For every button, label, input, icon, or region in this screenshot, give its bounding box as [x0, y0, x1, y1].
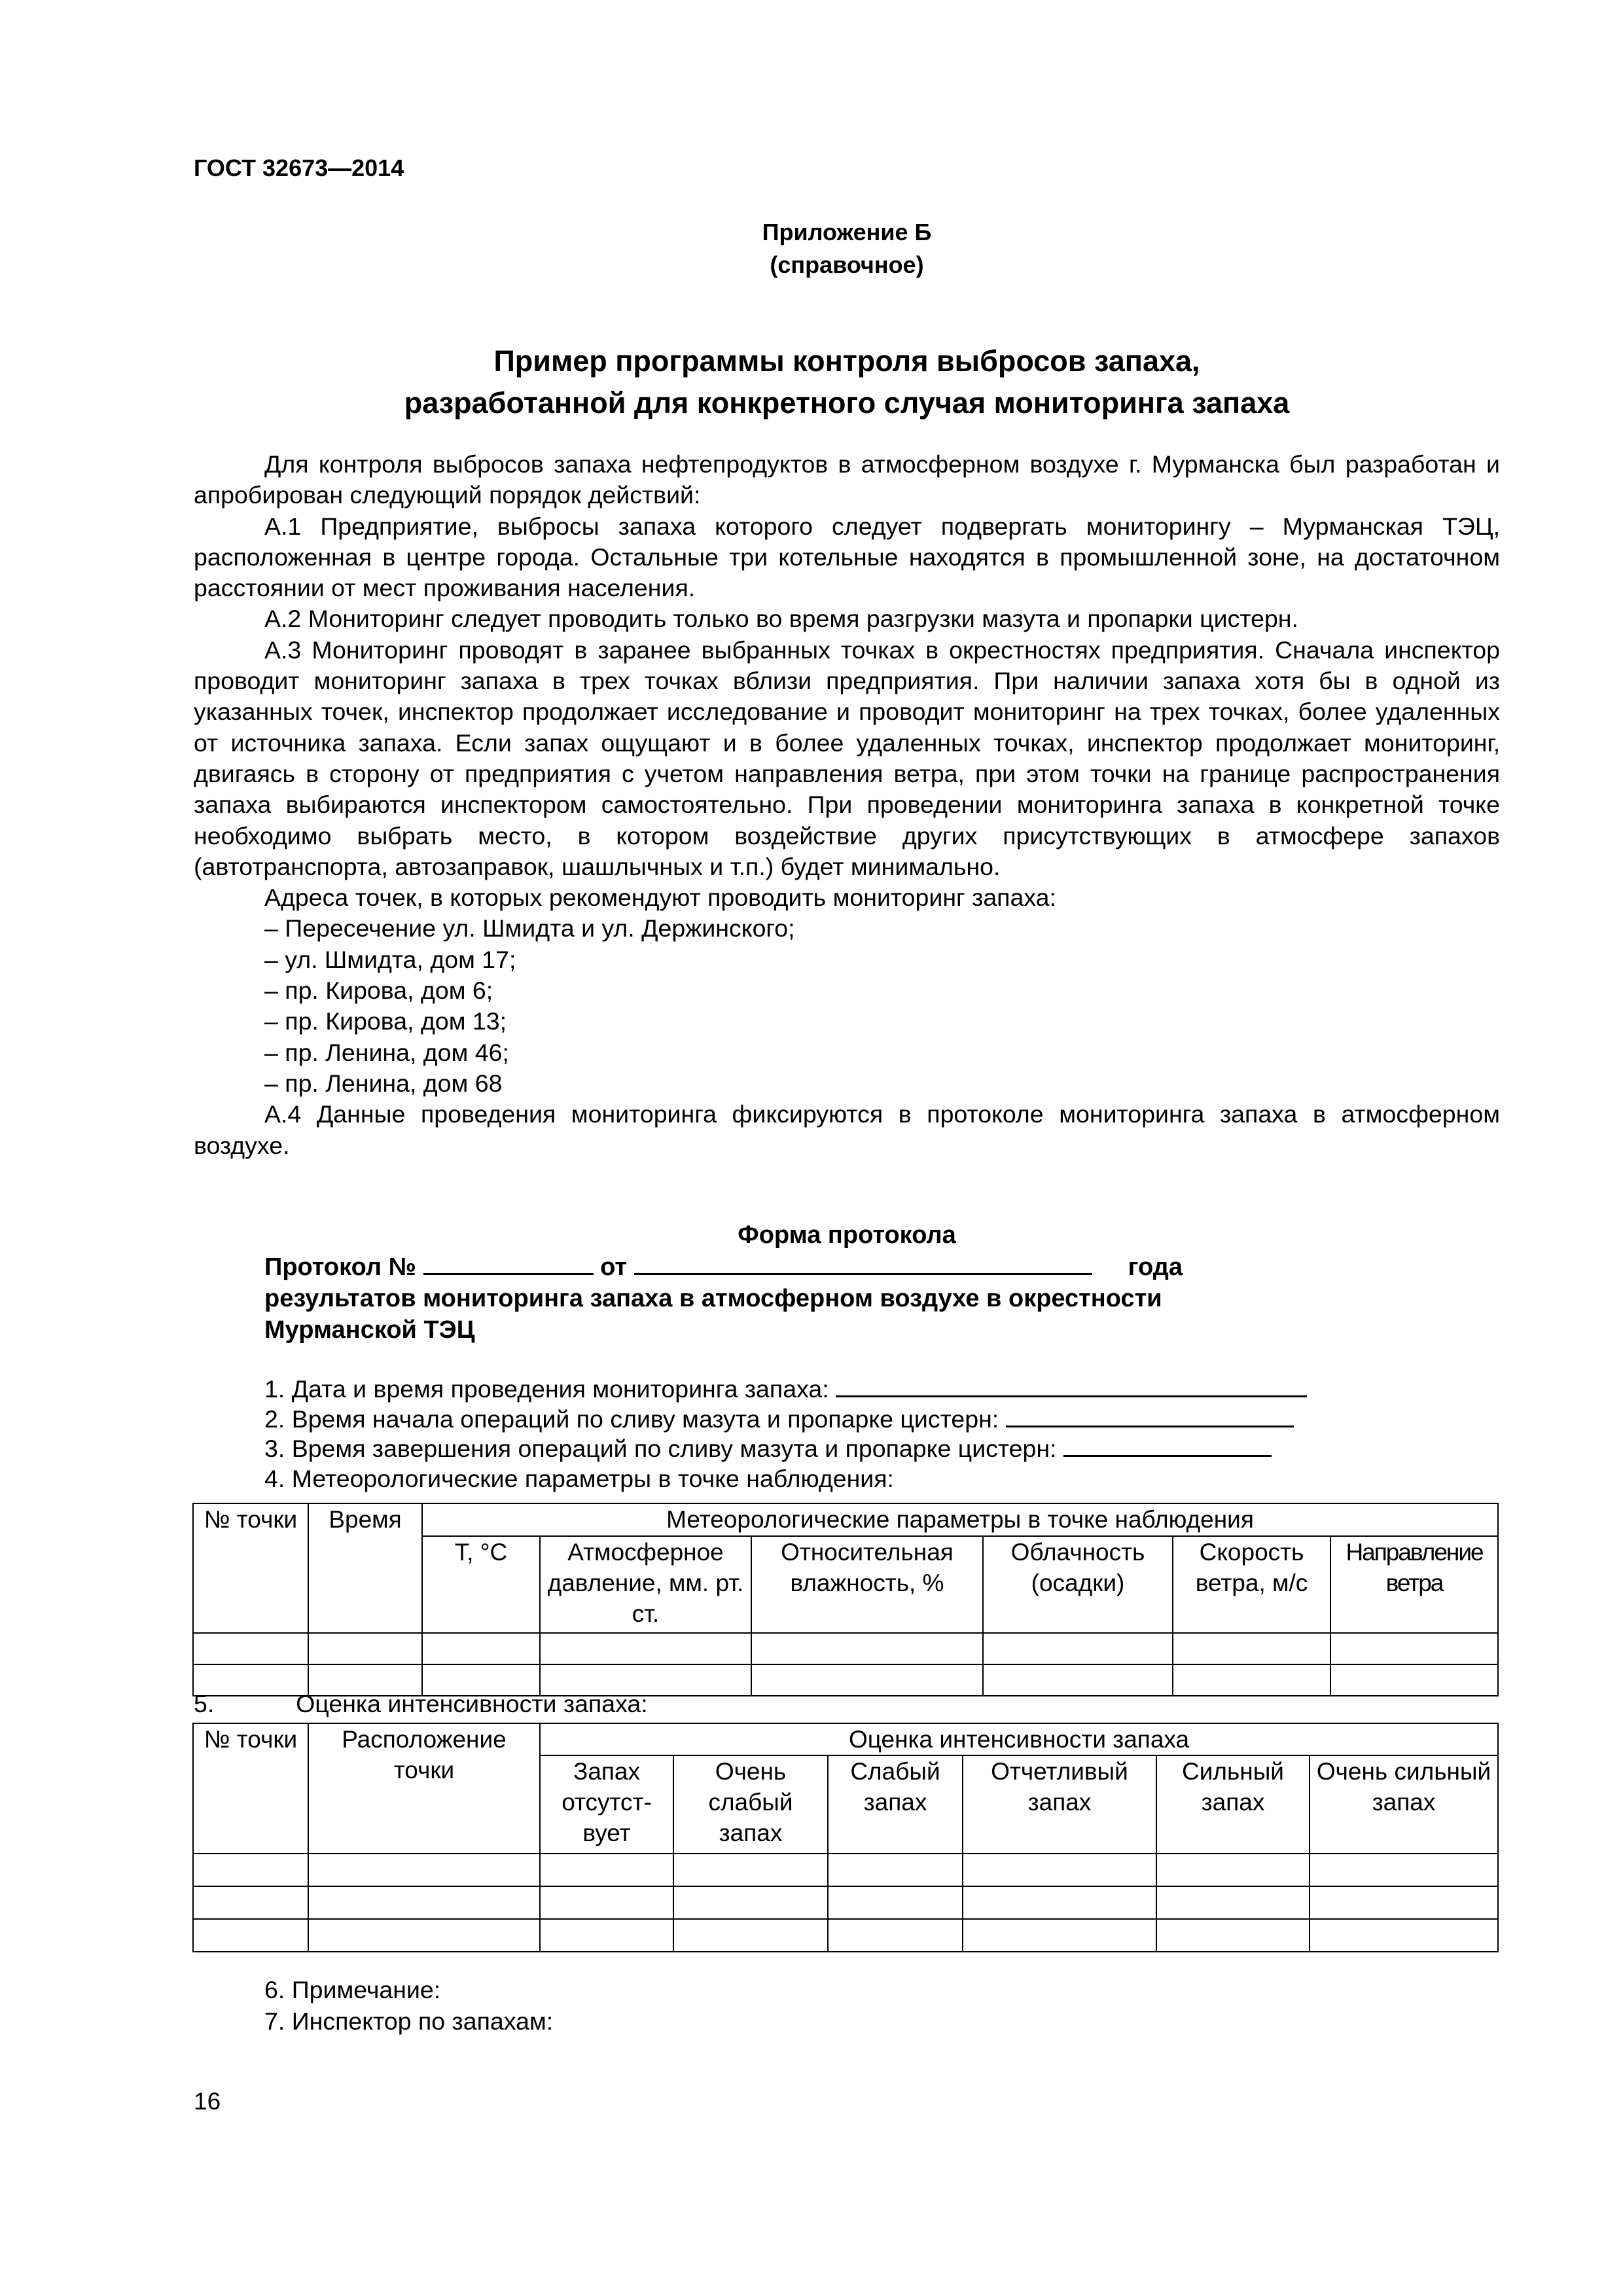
paragraph-a3: А.3 Мониторинг проводят в заранее выбранных точках в окрестностях предприятия. Сначала инспектор проводит мониторинг запаха в трех точках вблизи предприятия. При наличии запаха хотя бы в одной из указанных точек, инспектор продолжает исследование и проводит мониторинг на трех точках, более удаленных от источника запаха. Если запах ощущают и в более удаленных точках, инспектор продолжает мониторинг, двигаясь в сторону от предприятия с учетом направления ветра, при этом точки на границе распространения запаха выбираются инспектором самостоятельно. При проведении мониторинга запаха в конкретной точке необходимо выбрать место, в котором воздействие других присутствующих в атмосфере запахов (автотранспорта, автозаправок, шашлычных и т.п.) будет минимально.	[194, 636, 1500, 880]
meteo-col-wind-speed: Скорость ветра, м/с	[1173, 1536, 1330, 1633]
meteo-col-humidity: Относительная влажность, %	[751, 1536, 983, 1633]
page-title	[194, 340, 1500, 424]
address-item: – пр. Кирова, дом 6;	[264, 977, 493, 1005]
table-cell[interactable]	[540, 1633, 751, 1664]
table-cell[interactable]	[673, 1854, 828, 1886]
body-text	[194, 449, 1500, 1161]
meteo-col-wind-direction: Направление ветра	[1330, 1536, 1498, 1633]
document-header: ГОСТ 32673—2014	[194, 154, 404, 181]
intensity-table	[192, 1723, 1499, 1952]
address-item: – пр. Ленина, дом 68	[264, 1069, 503, 1097]
protocol-year-label: года	[1128, 1253, 1183, 1281]
paragraph-a4: А.4 Данные проведения мониторинга фиксируются в протоколе мониторинга запаха в атмосферном воздухе.	[194, 1100, 1500, 1159]
form-item-label: 3. Время завершения операций по сливу мазута и пропарке цистерн:	[264, 1435, 1057, 1462]
form-item-label: 1. Дата и время проведения мониторинга запаха:	[264, 1375, 829, 1403]
protocol-line	[264, 1251, 1442, 1283]
address-item: – ул. Шмидта, дом 17;	[264, 945, 516, 973]
table-cell[interactable]	[751, 1633, 983, 1664]
form-title: Форма протокола	[738, 1221, 956, 1249]
table-cell[interactable]	[193, 1886, 308, 1919]
appendix-type: (справочное)	[770, 251, 924, 278]
intensity-col-location: Расположение точки	[308, 1723, 540, 1854]
protocol-date-blank	[634, 1252, 1092, 1275]
table-cell[interactable]	[193, 1919, 308, 1952]
page-number: 16	[194, 2088, 221, 2115]
table-cell[interactable]	[1310, 1854, 1498, 1886]
table-cell[interactable]	[673, 1919, 828, 1952]
form-blank	[1006, 1406, 1294, 1427]
table-cell[interactable]	[963, 1886, 1156, 1919]
section-5-label: Оценка интенсивности запаха:	[296, 1690, 648, 1717]
form-item-label: 4. Метеорологические параметры в точке наблюдения:	[264, 1464, 894, 1492]
table-cell[interactable]	[1310, 1886, 1498, 1919]
table-cell[interactable]	[1330, 1664, 1498, 1696]
section-5-number: 5.	[194, 1690, 215, 1717]
table-cell[interactable]	[193, 1633, 308, 1664]
protocol-number-blank	[423, 1252, 594, 1275]
table-row	[193, 1886, 1498, 1919]
note-item: 6. Примечание:	[264, 1976, 441, 2003]
form-item-label: 2. Время начала операций по сливу мазута и пропарке цистерн:	[264, 1405, 999, 1433]
table-cell[interactable]	[540, 1854, 673, 1886]
protocol-date-label: от	[600, 1253, 627, 1281]
appendix-heading	[194, 216, 1500, 281]
table-cell[interactable]	[963, 1854, 1156, 1886]
intensity-col-absent: Запах отсутст-вует	[540, 1755, 673, 1854]
form-item	[264, 1405, 1508, 1435]
form-item	[264, 1434, 1508, 1464]
table-cell[interactable]	[1330, 1633, 1498, 1664]
title-line-2: разработанной для конкретного случая мониторинга запаха	[404, 386, 1290, 420]
table-row	[193, 1633, 1498, 1664]
intensity-col-distinct: Отчетливый запах	[963, 1755, 1156, 1854]
address-item: – Пересечение ул. Шмидта и ул. Держинского;	[264, 914, 795, 942]
table-cell[interactable]	[1156, 1919, 1310, 1952]
protocol-number-label: Протокол №	[264, 1253, 416, 1281]
protocol-heading	[264, 1251, 1442, 1346]
table-cell[interactable]	[828, 1854, 963, 1886]
protocol-subtitle-1: результатов мониторинга запаха в атмосферном воздухе в окрестности	[264, 1285, 1162, 1312]
meteo-col-time: Время	[308, 1503, 422, 1633]
meteo-col-temperature: T, °C	[422, 1536, 540, 1633]
table-cell[interactable]	[193, 1854, 308, 1886]
protocol-subtitle-2: Мурманской ТЭЦ	[264, 1316, 475, 1344]
title-line-1: Пример программы контроля выбросов запаха,	[493, 344, 1200, 378]
table-cell[interactable]	[308, 1854, 540, 1886]
table-cell[interactable]	[1156, 1854, 1310, 1886]
table-cell[interactable]	[983, 1633, 1173, 1664]
table-cell[interactable]	[963, 1919, 1156, 1952]
table-cell[interactable]	[983, 1664, 1173, 1696]
intensity-col-weak: Слабый запах	[828, 1755, 963, 1854]
table-cell[interactable]	[308, 1633, 422, 1664]
intensity-col-strong: Сильный запах	[1156, 1755, 1310, 1854]
inspector-item: 7. Инспектор по запахам:	[264, 2007, 554, 2035]
intro-paragraph: Для контроля выбросов запаха нефтепродуктов в атмосферном воздухе г. Мурманска был разработан и апробирован следующий порядок действий:	[194, 450, 1500, 509]
addresses-intro: Адреса точек, в которых рекомендуют проводить мониторинг запаха:	[264, 884, 1056, 912]
meteo-group-header: Метеорологические параметры в точке наблюдения	[422, 1503, 1498, 1536]
table-cell[interactable]	[751, 1664, 983, 1696]
form-blank	[836, 1376, 1307, 1397]
table-cell[interactable]	[1173, 1664, 1330, 1696]
address-item: – пр. Ленина, дом 46;	[264, 1038, 509, 1066]
table-cell[interactable]	[673, 1886, 828, 1919]
table-cell[interactable]	[540, 1886, 673, 1919]
appendix-title: Приложение Б	[762, 219, 932, 245]
meteo-table	[192, 1503, 1499, 1696]
table-cell[interactable]	[1156, 1886, 1310, 1919]
table-cell[interactable]	[422, 1633, 540, 1664]
table-cell[interactable]	[1310, 1919, 1498, 1952]
table-cell[interactable]	[308, 1886, 540, 1919]
paragraph-a2: А.2 Мониторинг следует проводить только во время разгрузки мазута и пропарки цистерн.	[264, 605, 1298, 633]
section-5	[194, 1690, 648, 1718]
intensity-col-very-weak: Очень слабый запах	[673, 1755, 828, 1854]
intensity-group-header: Оценка интенсивности запаха	[540, 1723, 1498, 1755]
table-cell[interactable]	[828, 1886, 963, 1919]
meteo-col-point: № точки	[193, 1503, 308, 1633]
table-cell[interactable]	[1173, 1633, 1330, 1664]
form-items	[264, 1374, 1508, 1494]
table-cell[interactable]	[828, 1919, 963, 1952]
paragraph-a1: А.1 Предприятие, выбросы запаха которого следует подвергать мониторингу – Мурманская ТЭЦ, расположенная в центре города. Остальные три котельные находятся в промышленной зоне, на достаточном расстоянии от мест проживания населения.	[194, 512, 1500, 602]
intensity-col-very-strong: Очень сильный запах	[1310, 1755, 1498, 1854]
table-cell[interactable]	[308, 1919, 540, 1952]
form-blank	[1063, 1435, 1272, 1457]
table-row	[193, 1919, 1498, 1952]
meteo-col-cloudiness: Облачность (осадки)	[983, 1536, 1173, 1633]
form-item	[264, 1374, 1508, 1405]
table-cell[interactable]	[540, 1919, 673, 1952]
table-row	[193, 1854, 1498, 1886]
form-footer-items	[264, 1974, 553, 2037]
form-item	[264, 1464, 1508, 1494]
intensity-col-point: № точки	[193, 1723, 308, 1854]
meteo-col-pressure: Атмосферное давление, мм. рт. ст.	[540, 1536, 751, 1633]
address-item: – пр. Кирова, дом 13;	[264, 1007, 507, 1035]
